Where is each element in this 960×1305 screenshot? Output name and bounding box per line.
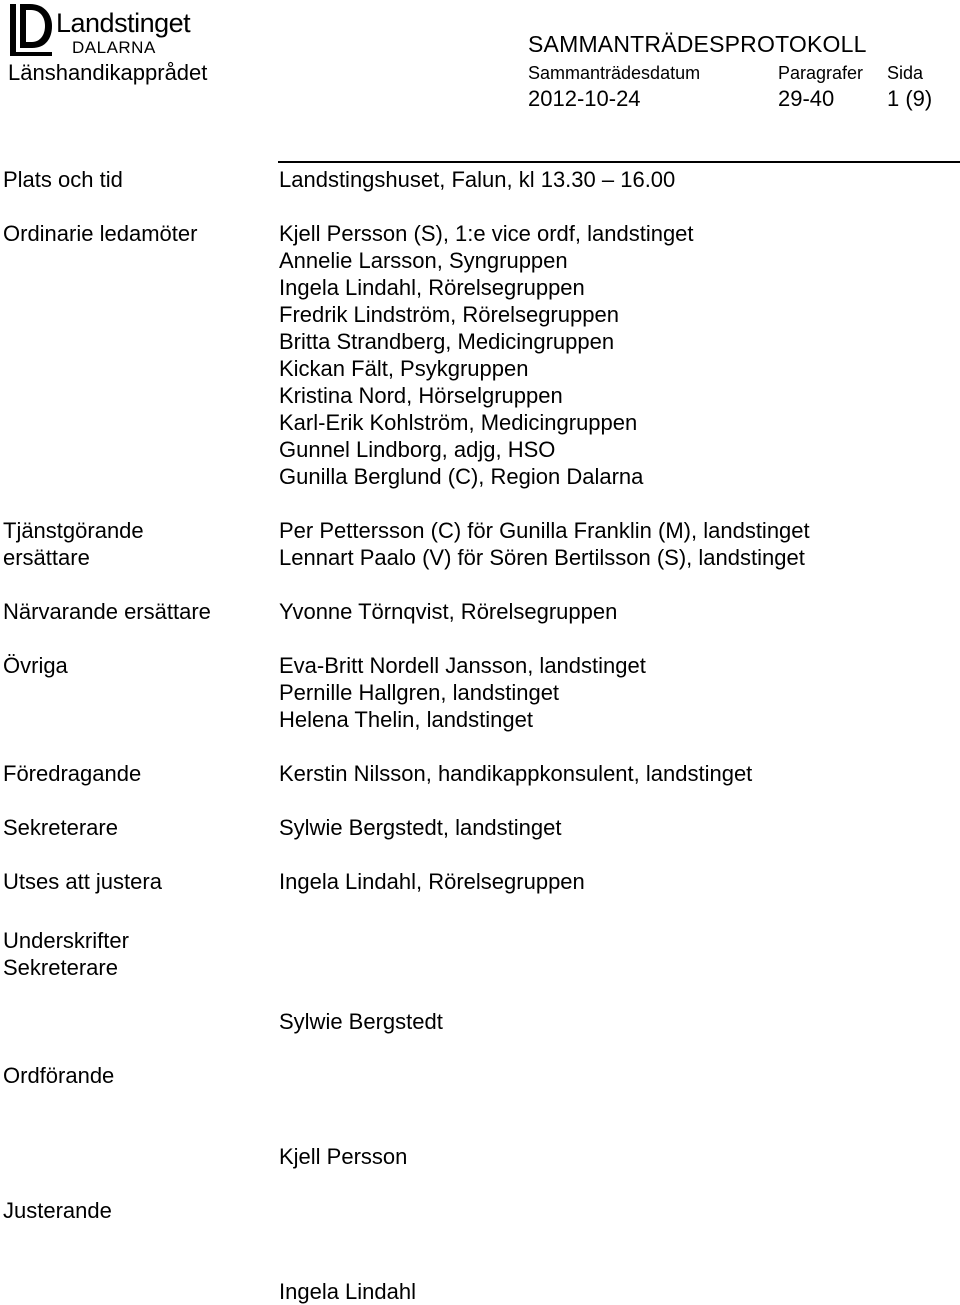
list-item: Karl-Erik Kohlström, Medicingruppen bbox=[279, 410, 638, 435]
list-item: Pernille Hallgren, landstinget bbox=[279, 680, 560, 705]
header-divider bbox=[278, 161, 960, 163]
presenting-value: Kerstin Nilsson, handikappkonsulent, landstinget bbox=[279, 761, 753, 786]
secretary-label: Sekreterare bbox=[3, 815, 118, 840]
place-label: Plats och tid bbox=[3, 167, 123, 192]
paragraphs-label: Paragrafer bbox=[778, 63, 864, 83]
list-item: Gunilla Berglund (C), Region Dalarna bbox=[279, 464, 644, 489]
others-list bbox=[279, 652, 646, 733]
signature-secretary-label: Sekreterare bbox=[3, 955, 118, 980]
members-label: Ordinarie ledamöter bbox=[3, 221, 198, 246]
paragraphs-value: 29-40 bbox=[778, 86, 835, 111]
page-value: 1 (9) bbox=[887, 86, 933, 111]
organization-name: Länshandikapprådet bbox=[8, 60, 208, 85]
meeting-date-label: Sammanträdesdatum bbox=[528, 63, 701, 83]
document-title: SAMMANTRÄDESPROTOKOLL bbox=[528, 31, 867, 57]
landstinget-logo-icon bbox=[6, 2, 56, 58]
signature-chair-name: Kjell Persson bbox=[279, 1144, 408, 1169]
list-item: Eva-Britt Nordell Jansson, landstinget bbox=[279, 653, 646, 678]
list-item: Kristina Nord, Hörselgruppen bbox=[279, 383, 563, 408]
place-value: Landstingshuset, Falun, kl 13.30 – 16.00 bbox=[279, 167, 676, 192]
list-item: Per Pettersson (C) för Gunilla Franklin (M), landstinget bbox=[279, 518, 810, 543]
list-item: Fredrik Lindström, Rörelsegruppen bbox=[279, 302, 619, 327]
serving-substitutes-label: Tjänstgörande ersättare bbox=[3, 518, 144, 570]
secretary-value: Sylwie Bergstedt, landstinget bbox=[279, 815, 562, 840]
present-substitutes-label: Närvarande ersättare bbox=[3, 599, 211, 624]
list-item: Helena Thelin, landstinget bbox=[279, 707, 533, 732]
list-item: Kjell Persson (S), 1:e vice ordf, landstinget bbox=[279, 221, 694, 246]
serving-substitutes-list bbox=[279, 517, 810, 571]
signature-chair-label: Ordförande bbox=[3, 1063, 115, 1088]
presenting-label: Föredragande bbox=[3, 761, 142, 786]
signatures-heading: Underskrifter bbox=[3, 928, 129, 953]
signature-secretary-name: Sylwie Bergstedt bbox=[279, 1009, 443, 1034]
list-item: Lennart Paalo (V) för Sören Bertilsson (S), landstinget bbox=[279, 545, 805, 570]
logo-text-line1: Landstinget bbox=[56, 8, 191, 38]
meeting-date-value: 2012-10-24 bbox=[528, 86, 641, 111]
list-item: Ingela Lindahl, Rörelsegruppen bbox=[279, 275, 585, 300]
logo-text-line2: DALARNA bbox=[72, 38, 156, 57]
members-list bbox=[279, 220, 694, 490]
adjuster-value: Ingela Lindahl, Rörelsegruppen bbox=[279, 869, 585, 894]
signature-adjuster-label: Justerande bbox=[3, 1198, 112, 1223]
others-label: Övriga bbox=[3, 653, 68, 678]
adjuster-label: Utses att justera bbox=[3, 869, 162, 894]
list-item: Kickan Fält, Psykgruppen bbox=[279, 356, 529, 381]
page-label: Sida bbox=[887, 63, 924, 83]
list-item: Gunnel Lindborg, adjg, HSO bbox=[279, 437, 556, 462]
list-item: Britta Strandberg, Medicingruppen bbox=[279, 329, 615, 354]
signature-adjuster-name: Ingela Lindahl bbox=[279, 1279, 417, 1304]
list-item: Annelie Larsson, Syngruppen bbox=[279, 248, 568, 273]
list-item: Yvonne Törnqvist, Rörelsegruppen bbox=[279, 599, 618, 624]
